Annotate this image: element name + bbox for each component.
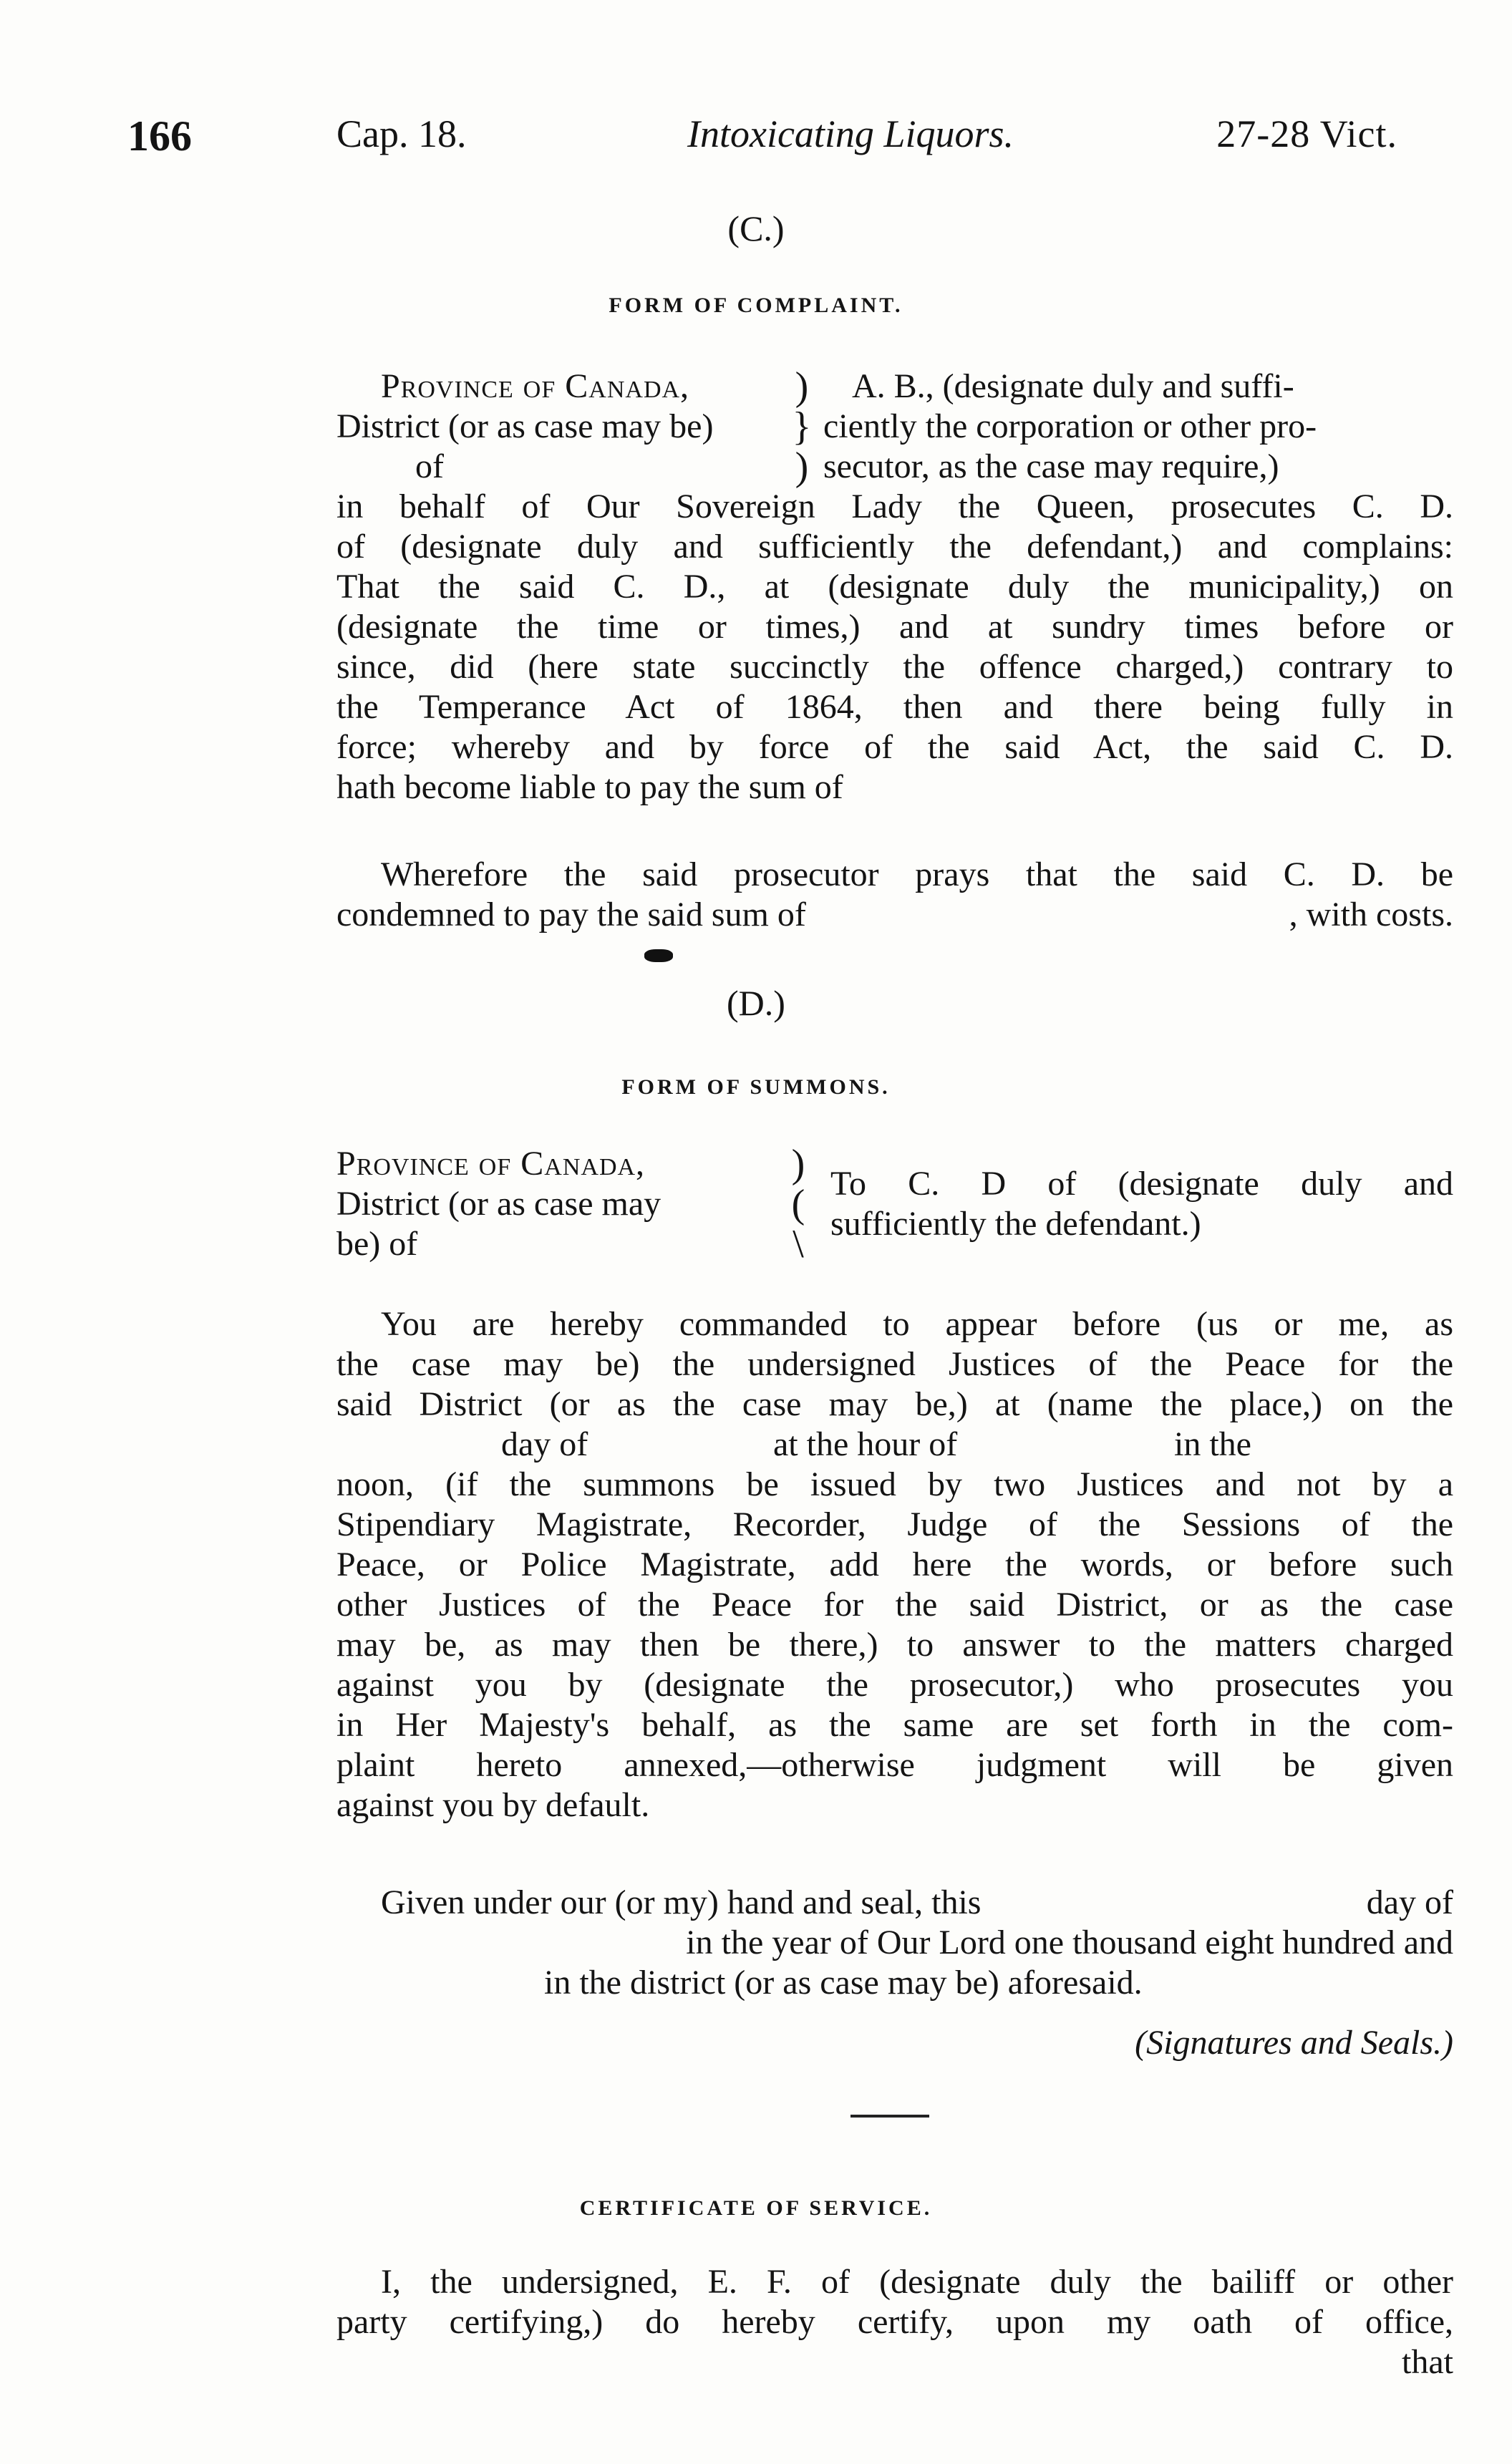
body-line: hath become liable to pay the sum of — [336, 768, 843, 806]
body-line: said District (or as the case may be,) at (name the place,) on the — [336, 1385, 1453, 1423]
prayer-line: Wherefore the said prosecutor prays that the said C. D. be — [381, 855, 1453, 893]
complaint-heading: FORM OF COMPLAINT. — [609, 294, 903, 317]
prayer-costs: , with costs. — [1289, 896, 1453, 933]
body-line: in behalf of Our Sovereign Lady the Queen, prosecutes C. D. — [336, 488, 1453, 525]
body-line: Peace, or Police Magistrate, add here the words, or before such — [336, 1546, 1453, 1583]
caption-district: District (or as case may be) — [336, 407, 714, 445]
caption-province: Province of Canada, — [381, 367, 690, 405]
caption-of: of — [415, 447, 444, 485]
caption-district: District (or as case may — [336, 1185, 662, 1223]
prayer-line: condemned to pay the said sum of — [336, 896, 806, 933]
body-line: (designate the time or times,) and at sundry times before or — [336, 608, 1453, 646]
blank-hour-of: at the hour of — [773, 1425, 958, 1463]
body-line: may be, as may then be there,) to answer to the matters charged — [336, 1626, 1453, 1664]
body-line: That the said C. D., at (designate duly the municipality,) on — [336, 568, 1453, 606]
body-line: Stipendiary Magistrate, Recorder, Judge of the Sessions of the — [336, 1505, 1453, 1543]
summons-caption — [336, 1144, 1453, 1264]
page-number: 166 — [127, 112, 192, 160]
body-line: noon, (if the summons be issued by two Justices and not by a — [336, 1465, 1453, 1503]
blank-day-of: day of — [501, 1425, 588, 1463]
caption-right-line: To C. D of (designate duly and — [830, 1165, 1453, 1203]
given-day-of: day of — [1366, 1883, 1453, 1921]
complaint-prayer — [336, 855, 1453, 935]
body-line: force; whereby and by force of the said Act, the said C. D. — [336, 728, 1453, 766]
caption-right-line: A. B., (designate duly and suffi- — [852, 367, 1294, 405]
blank-in-the: in the — [1174, 1425, 1251, 1463]
summons-letter: (D.) — [727, 983, 785, 1023]
certificate-body — [336, 2262, 1453, 2382]
certificate-heading: CERTIFICATE OF SERVICE. — [579, 2196, 933, 2220]
summons-heading: FORM OF SUMMONS. — [621, 1075, 891, 1099]
body-line: plaint hereto annexed,—otherwise judgment will be given — [336, 1746, 1453, 1784]
caption-province: Province of Canada, — [336, 1145, 646, 1183]
body-line: against you by (designate the prosecutor,) who prosecutes you — [336, 1666, 1453, 1704]
given-line: in the district (or as case may be) aforesaid. — [544, 1964, 1143, 2002]
caption-right-line: secutor, as the case may require,) — [823, 447, 1279, 485]
caption-right-line: ciently the corporation or other pro- — [823, 407, 1317, 445]
summons-body — [336, 1304, 1453, 1825]
body-line: since, did (here state succinctly the offence charged,) contrary to — [336, 648, 1453, 686]
body-line: of (designate duly and sufficiently the defendant,) and complains: — [336, 528, 1453, 566]
body-line: against you by default. — [336, 1786, 650, 1824]
body-line: party certifying,) do hereby certify, upon my oath of office, — [336, 2303, 1453, 2341]
body-line: in Her Majesty's behalf, as the same are set forth in the com- — [336, 1706, 1453, 1744]
caption-brace: ) } ) — [792, 364, 812, 489]
ink-blot — [644, 949, 673, 962]
regnal-year: 27-28 Vict. — [1216, 112, 1397, 155]
body-line: other Justices of the Peace for the said District, or as the case — [336, 1586, 1453, 1624]
body-line: the case may be) the undersigned Justices of the Peace for the — [336, 1345, 1453, 1383]
section-rule — [850, 2115, 929, 2118]
body-line: that — [1402, 2343, 1453, 2381]
given-line: Given under our (or my) hand and seal, this — [381, 1883, 982, 1921]
caption-brace: ) ( \ — [791, 1142, 805, 1266]
complaint-letter: (C.) — [727, 208, 785, 248]
complaint-section — [336, 364, 1453, 807]
given-line: in the year of Our Lord one thousand eight hundred and — [686, 1924, 1453, 1961]
complaint-caption — [336, 364, 1453, 489]
body-line: You are hereby commanded to appear before (us or me, as — [381, 1305, 1453, 1343]
signature-line: (Signatures and Seals.) — [1135, 2024, 1453, 2062]
summons-given — [336, 1883, 1453, 2003]
caption-of: be) of — [336, 1225, 418, 1263]
chapter-label: Cap. 18. — [336, 112, 467, 155]
caption-right-line: sufficiently the defendant.) — [830, 1205, 1201, 1243]
running-title: Intoxicating Liquors. — [687, 112, 1014, 155]
body-line: I, the undersigned, E. F. of (designate duly the bailiff or other — [381, 2263, 1453, 2301]
body-line: the Temperance Act of 1864, then and there being fully in — [336, 688, 1453, 726]
